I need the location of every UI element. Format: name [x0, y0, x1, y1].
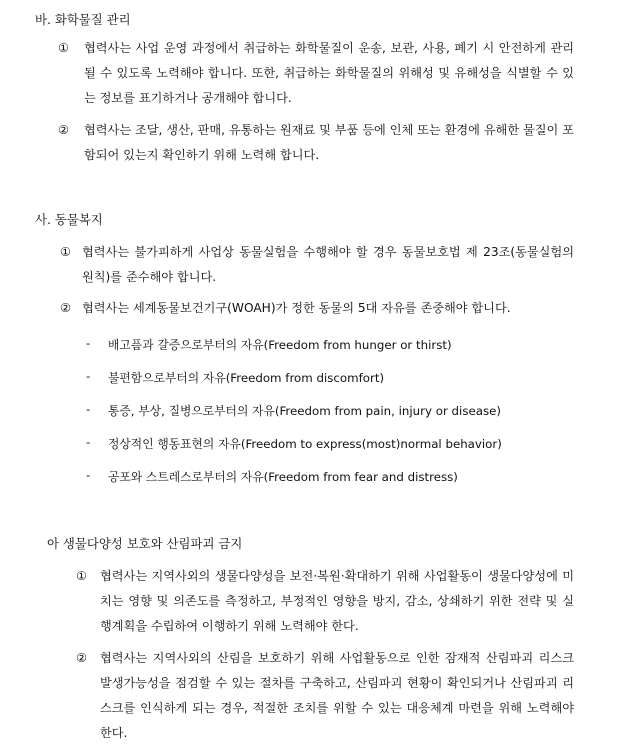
item-text: 협력사는 불가피하게 사업상 동물실험을 수행해야 할 경우 동물보호법 제 23조(동물실험의 원칙)를 준수해야 합니다.	[82, 245, 574, 284]
item-text: 협력사는 지역사외의 산림을 보호하기 위해 사업활동으로 인한 잠재적 산림파괴 리스크 발생가능성을 점검할 수 있는 절차를 구축하고, 산림파괴 현황이 확인되거나 산림파괴 리스크를 인식하게 되는 경우, 적절한 조치를 위할 수 있는 대응체계 마련을 위해 노력해야 한다.	[100, 651, 574, 740]
list-item	[60, 240, 574, 290]
item-text: 협력사는 세계동물보건기구(WOAH)가 정한 동물의 5대 자유를 존중해야 합니다.	[82, 301, 511, 315]
section-heading-biodiversity: 아 생물다양성 보호와 산림파괴 금지	[47, 536, 243, 551]
bullet-text: 불편함으로부터의 자유(Freedom from discomfort)	[108, 371, 385, 385]
item-text: 협력사는 사업 운영 과정에서 취급하는 화학물질이 운송, 보관, 사용, 폐기 시 안전하게 관리될 수 있도록 노력해야 합니다. 또한, 취급하는 화학물질의 위해성 및 유해성을 식별할 수 있는 정보를 표기하거나 공개해야 합니다.	[84, 41, 574, 105]
section-heading-chemicals: 바. 화학물질 관리	[35, 12, 131, 27]
bullet-text: 공포와 스트레스로부터의 자유(Freedom from fear and distress)	[108, 470, 458, 484]
item-number: ②	[58, 123, 69, 137]
bullet-dash: -	[86, 402, 91, 416]
item-number: ①	[60, 245, 71, 259]
item-text: 협력사는 조달, 생산, 판매, 유통하는 원재료 및 부품 등에 인체 또는 환경에 유해한 물질이 포함되어 있는지 확인하기 위해 노력해 합니다.	[84, 123, 574, 162]
bullet-text: 통증, 부상, 질병으로부터의 자유(Freedom from pain, injury or disease)	[108, 404, 501, 418]
bullet-text: 정상적인 행동표현의 자유(Freedom to express(most)normal behavior)	[108, 437, 502, 451]
list-item	[60, 296, 574, 321]
list-item	[58, 36, 574, 111]
section-heading-animal-welfare: 사. 동물복지	[35, 212, 103, 227]
item-number: ②	[76, 651, 87, 665]
bullet-text: 배고픔과 갈증으로부터의 자유(Freedom from hunger or thirst)	[108, 338, 452, 352]
item-number: ①	[76, 569, 87, 583]
bullet-dash: -	[86, 468, 91, 482]
list-item	[76, 564, 574, 639]
item-text: 협력사는 지역사외의 생물다양성을 보전·복원·확대하기 위해 사업활동이 생물다양성에 미치는 영향 및 의존도를 측정하고, 부정적인 영향을 방지, 감소, 상쇄하기 위한 전략 및 실행계획을 수립하여 이행하기 위해 노력해야 한다.	[100, 569, 574, 633]
list-item	[58, 118, 574, 168]
bullet-dash: -	[86, 435, 91, 449]
item-number: ①	[58, 41, 69, 55]
bullet-dash: -	[86, 369, 91, 383]
bullet-dash: -	[86, 336, 91, 350]
item-number: ②	[60, 301, 71, 315]
list-item	[76, 646, 574, 746]
